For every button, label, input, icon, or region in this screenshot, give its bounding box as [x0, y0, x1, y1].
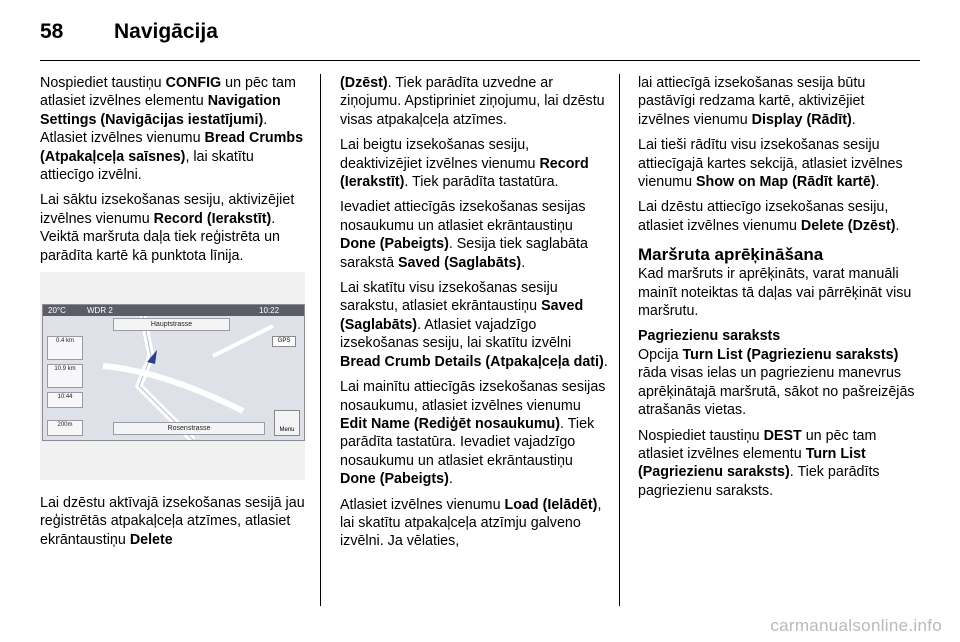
menu-term: Record (Ierakstīt): [340, 155, 589, 191]
navigation-screen-figure: [40, 272, 305, 480]
menu-term: Saved (Saglabāts): [398, 254, 522, 271]
menu-term: Bread Crumb Details (Atpakaļceļa dati): [340, 353, 604, 370]
menu-term: Display (Rādīt): [751, 111, 852, 128]
street-label-bottom: Rosenstrasse: [113, 422, 265, 435]
paragraph: lai attiecīgā izsekošanas sesija būtu pastāvīgi redzama kartē, aktivizējiet izvēlnes vienumu Display (Rādīt).: [638, 75, 866, 128]
paragraph: Lai tieši rādītu visu izsekošanas sesiju attiecīgajā kartes sekcijā, atlasiet izvēlnes vienumu Show on Map (Rādīt kartē).: [638, 137, 903, 191]
paragraph: Lai sāktu izsekošanas sesiju, aktivizējiet izvēlnes vienumu Record (Ierakstīt). Veiktā maršruta daļa tiek reģistrēta un parādīta kartē kā punktota līnija.: [40, 192, 295, 264]
paragraph: Lai dzēstu attiecīgo izsekošanas sesiju, atlasiet izvēlnes vienumu Delete (Dzēst).: [638, 199, 900, 234]
column-3: [638, 74, 918, 507]
paragraph: (Dzēst). Tiek parādīta uzvedne ar ziņojumu. Apstipriniet ziņojumu, lai dzēstu visas atpakaļceļa atzīmes.: [340, 75, 605, 128]
menu-term: Done (Pabeigts): [340, 236, 449, 253]
menu-term: CONFIG: [165, 75, 222, 91]
page-number: 58: [40, 20, 64, 43]
menu-term: Turn List (Pagriezienu saraksts): [638, 445, 866, 481]
distance-box: 10.9 km: [47, 364, 83, 388]
menu-term: (Dzēst): [340, 75, 388, 91]
page-title: Navigācija: [114, 20, 218, 43]
menu-term: Saved (Saglabāts): [340, 298, 584, 333]
column-divider: [619, 74, 620, 606]
subsection-heading: Pagriezienu saraksts: [638, 328, 781, 345]
menu-term: Turn List (Pagriezienu saraksts): [682, 346, 899, 363]
distance-box: 200m: [47, 420, 83, 436]
menu-term: Navigation Settings (Navigācijas iestatījumi): [40, 93, 281, 128]
paragraph: Ievadiet attiecīgās izsekošanas sesijas nosaukumu un atlasiet ekrāntaustiņu Done (Pabeigts). Sesija tiek saglabāta sarakstā Saved (Saglabāts).: [340, 199, 588, 271]
menu-term: DEST: [763, 427, 802, 444]
menu-term: Bread Crumbs (Atpakaļceļa saīsnes): [40, 130, 304, 165]
menu-button[interactable]: Menu: [274, 410, 300, 436]
clock: 10:22: [259, 306, 280, 316]
paragraph: Nospiediet taustiņu DEST un pēc tam atlasiet izvēlnes elementu Turn List (Pagriezienu saraksts). Tiek parādīts pagriezienu saraksts.: [638, 427, 880, 499]
page-header: [40, 18, 920, 58]
nav-display: [42, 304, 305, 441]
gps-button[interactable]: GPS: [272, 336, 296, 347]
radio-station: WDR 2: [87, 306, 113, 316]
paragraph: Kad maršruts ir aprēķināts, varat manuāli mainīt noteiktas tā daļas vai pārrēķināt visu maršrutu.: [638, 266, 912, 320]
watermark: carmanualsonline.info: [770, 616, 942, 635]
menu-term: Load (Ielādēt): [504, 496, 598, 513]
paragraph: Lai beigtu izsekošanas sesiju, deaktivizējiet izvēlnes vienumu Record (Ierakstīt). Tiek parādīta tastatūra.: [340, 137, 589, 191]
menu-term: Edit Name (Rediģēt nosaukumu): [340, 415, 561, 432]
map-view: [43, 316, 304, 440]
paragraph: Nospiediet taustiņu CONFIG un pēc tam atlasiet izvēlnes elementu Navigation Settings (Navigācijas iestatījumi). Atlasiet izvēlnes vienumu Bread Crumbs (Atpakaļceļa saīsnes), lai skatītu attiecīgo izvēlni.: [40, 75, 304, 184]
street-label-top: Hauptstrasse: [113, 318, 230, 331]
column-2: [340, 74, 608, 558]
section-heading: Maršruta aprēķināšana: [638, 245, 824, 265]
paragraph: Opcija Turn List (Pagriezienu saraksts) rāda visas ielas un pagriezienu manevrus aprēķinātajā maršrutā, sākot no pašreizējās atrašanās vietas.: [638, 346, 915, 419]
menu-term: Record (Ierakstīt): [153, 210, 272, 227]
status-bar: [43, 305, 304, 316]
column-divider: [320, 74, 321, 606]
paragraph: Lai mainītu attiecīgās izsekošanas sesijas nosaukumu, atlasiet izvēlnes vienumu Edit Name (Rediģēt nosaukumu). Tiek parādīta tastatūra. Ievadiet vajadzīgo nosaukumu un atlasiet ekrāntaustiņu Done (Pabeigts).: [340, 379, 606, 488]
menu-term: Show on Map (Rādīt kartē): [696, 174, 876, 191]
column-1: [40, 74, 308, 556]
menu-term: Done (Pabeigts): [340, 471, 449, 488]
arrival-time-box: 10:44: [47, 392, 83, 408]
distance-box: 0.4 km: [47, 336, 83, 360]
menu-term: Delete (Dzēst): [800, 217, 896, 234]
header-rule: [40, 60, 920, 61]
temperature: 20°C: [48, 306, 66, 316]
menu-term: Delete: [129, 531, 173, 548]
paragraph: Atlasiet izvēlnes vienumu Load (Ielādēt), lai skatītu atpakaļceļa atzīmju galveno izvēlni. Ja vēlaties,: [340, 496, 602, 550]
paragraph: Lai dzēstu aktīvajā izsekošanas sesijā jau reģistrētās atpakaļceļa atzīmes, atlasiet ekrāntaustiņu Delete: [40, 495, 305, 548]
paragraph: Lai skatītu visu izsekošanas sesiju sarakstu, atlasiet ekrāntaustiņu Saved (Saglabāts). Atlasiet vajadzīgo izsekošanas sesiju, lai skatītu izvēlni Bread Crumb Details (Atpakaļceļa dati).: [340, 280, 608, 370]
